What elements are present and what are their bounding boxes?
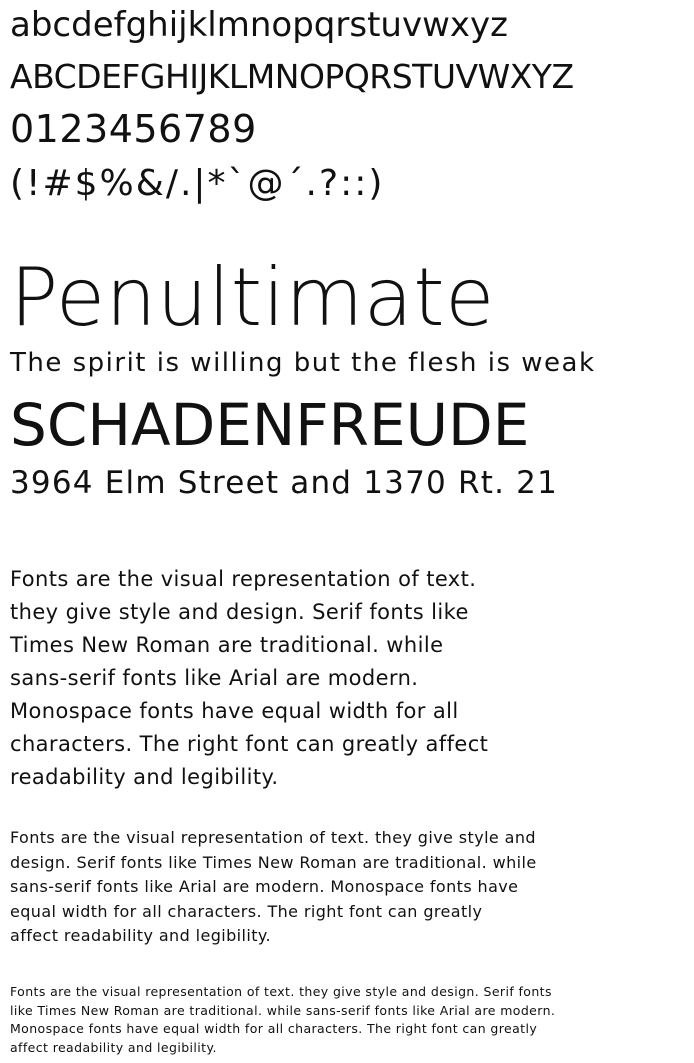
paragraph-line: Fonts are the visual representation of text. they give style and design. Serif fonts: [10, 984, 552, 999]
paragraph-line: Fonts are the visual representation of text.: [10, 567, 477, 591]
paragraph-line: affect readability and legibility.: [10, 926, 271, 945]
paragraph-line: Times New Roman are traditional. while: [10, 633, 444, 657]
paragraph-line: readability and legibility.: [10, 765, 279, 789]
paragraph-line: sans-serif fonts like Arial are modern. Monospace fonts have: [10, 877, 519, 896]
symbols-row: (!#$%&/.|*`@´.?::): [10, 163, 385, 204]
sample-phrase: The spirit is willing but the flesh is weak: [10, 348, 596, 378]
paragraph-medium: [10, 826, 537, 949]
paragraph-large: [10, 563, 488, 794]
specimen-title: Penultimate: [10, 251, 495, 344]
paragraph-line: they give style and design. Serif fonts like: [10, 600, 469, 624]
paragraph-line: Fonts are the visual representation of text. they give style and: [10, 828, 536, 847]
lowercase-alphabet: abcdefghijklmnopqrstuvwxyz: [10, 5, 508, 45]
paragraph-line: Monospace fonts have equal width for all: [10, 699, 459, 723]
paragraph-line: equal width for all characters. The right font can greatly: [10, 901, 483, 921]
paragraph-line: like Times New Roman are traditional. while sans-serif fonts like Arial are modern.: [10, 1002, 556, 1018]
uppercase-alphabet: ABCDEFGHIJKLMNOPQRSTUVWXYZ: [10, 57, 574, 96]
paragraph-line: characters. The right font can greatly affect: [10, 732, 489, 756]
digits-row: 0123456789: [10, 107, 257, 151]
paragraph-line: Monospace fonts have equal width for all characters. The right font can greatly: [10, 1021, 538, 1036]
paragraph-line: design. Serif fonts like Times New Roman are traditional. while: [10, 852, 537, 872]
sample-address: 3964 Elm Street and 1370 Rt. 21: [10, 465, 559, 501]
paragraph-small: [10, 983, 555, 1057]
sample-caps-word: SCHADENFREUDE: [10, 391, 530, 459]
paragraph-line: affect readability and legibility.: [10, 1039, 217, 1055]
paragraph-line: sans-serif fonts like Arial are modern.: [10, 666, 419, 690]
